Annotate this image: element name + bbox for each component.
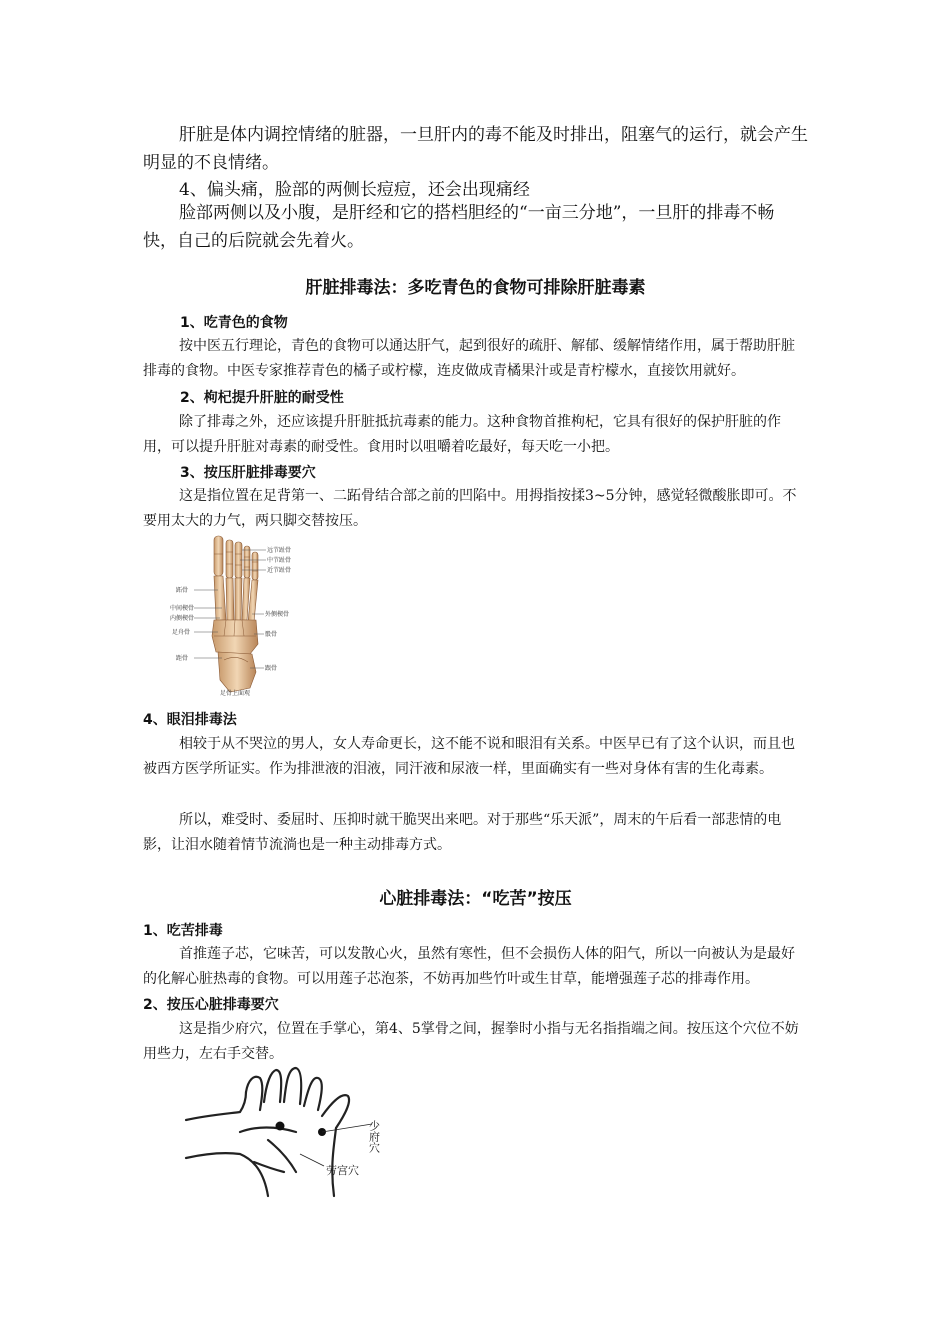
liver-heading-3: 3、按压肝脏排毒要穴 (180, 465, 316, 481)
liver-text-1: 按中医五行理论，青色的食物可以通达肝气，起到很好的疏肝、解郁、缓解情绪作用，属于帮助肝脏排毒的食物。中医专家推荐青色的橘子或柠檬，连皮做成青橘果汁或是青柠檬水，直接饮用就好。 (143, 338, 795, 379)
heart-heading-1: 1、吃苦排毒 (143, 923, 223, 939)
foot-label-left-1: 跖骨 (176, 587, 189, 594)
foot-label-left-5: 距骨 (176, 655, 189, 662)
foot-bones-figure (170, 532, 300, 697)
heart-heading-2: 2、按压心脏排毒要穴 (143, 997, 279, 1013)
heart-section-title: 心脏排毒法：“吃苦”按压 (379, 889, 572, 909)
intro-paragraph-2: 脸部两侧以及小腹，是肝经和它的搭档胆经的“一亩三分地”，一旦肝的排毒不畅快，自己的后院就会先着火。 (143, 203, 775, 251)
foot-label-left-4: 足舟骨 (172, 629, 191, 636)
liver-heading-4: 4、眼泪排毒法 (143, 712, 237, 728)
foot-label-left-2: 中间楔骨 (170, 605, 195, 612)
liver-text-4b: 所以，难受时、委屈时、压抑时就干脆哭出来吧。对于那些“乐天派”，周末的午后看一部悲情的电影，让泪水随着情节流淌也是一种主动排毒方式。 (143, 812, 782, 853)
hand-label-2: 劳宫穴 (326, 1164, 359, 1177)
foot-label-left-3: 内侧楔骨 (170, 615, 195, 622)
foot-label-right-1: 远节趾骨 (267, 547, 292, 554)
liver-text-2: 除了排毒之外，还应该提升肝脏抵抗毒素的能力。这种食物首推枸杞，它具有很好的保护肝脏的作用，可以提升肝脏对毒素的耐受性。食用时以咀嚼着吃最好，每天吃一小把。 (143, 414, 781, 455)
foot-label-right-6: 跟骨 (265, 665, 278, 672)
liver-section-title: 肝脏排毒法：多吃青色的食物可排除肝脏毒素 (305, 278, 646, 298)
foot-figure-caption: 足骨上面观 (220, 690, 251, 697)
heart-text-2: 这是指少府穴，位置在手掌心，第4、5掌骨之间，握拳时小指与无名指指端之间。按压这个穴位不妨用些力，左右手交替。 (143, 1021, 799, 1062)
liver-heading-2: 2、枸杞提升肝脏的耐受性 (180, 390, 344, 406)
heart-text-1: 首推莲子芯，它味苦，可以发散心火，虽然有寒性，但不会损伤人体的阳气，所以一向被认为是最好的化解心脏热毒的食物。可以用莲子芯泡茶，不妨再加些竹叶或生甘草，能增强莲子芯的排毒作用。 (143, 946, 795, 987)
shaofu-point-marker (276, 1122, 285, 1131)
hand-outline-illustration (184, 1062, 399, 1199)
foot-label-right-3: 近节趾骨 (267, 567, 292, 574)
liver-text-3: 这是指位置在足背第一、二跖骨结合部之前的凹陷中。用拇指按揉3~5分钟，感觉轻微酸胀即可。不要用太大的力气，两只脚交替按压。 (143, 488, 797, 529)
hand-acupoint-figure (184, 1062, 399, 1199)
foot-bones-illustration (170, 532, 300, 697)
intro-paragraph-1: 肝脏是体内调控情绪的脏器，一旦肝内的毒不能及时排出，阻塞气的运行，就会产生明显的不良情绪。 (143, 125, 808, 173)
liver-heading-1: 1、吃青色的食物 (180, 315, 288, 331)
foot-label-right-4: 外侧楔骨 (265, 611, 290, 618)
foot-label-right-5: 骰骨 (265, 631, 278, 638)
hand-label-1: 少府穴 (367, 1120, 381, 1153)
foot-label-right-2: 中节趾骨 (267, 557, 292, 564)
intro-heading-4: 4、偏头痛，脸部的两侧长痘痘，还会出现痛经 (179, 180, 530, 200)
liver-text-4a: 相较于从不哭泣的男人，女人寿命更长，这不能不说和眼泪有关系。中医早已有了这个认识，而且也被西方医学所证实。作为排泄液的泪液，同汗液和尿液一样，里面确实有一些对身体有害的生化毒素。 (143, 736, 795, 777)
